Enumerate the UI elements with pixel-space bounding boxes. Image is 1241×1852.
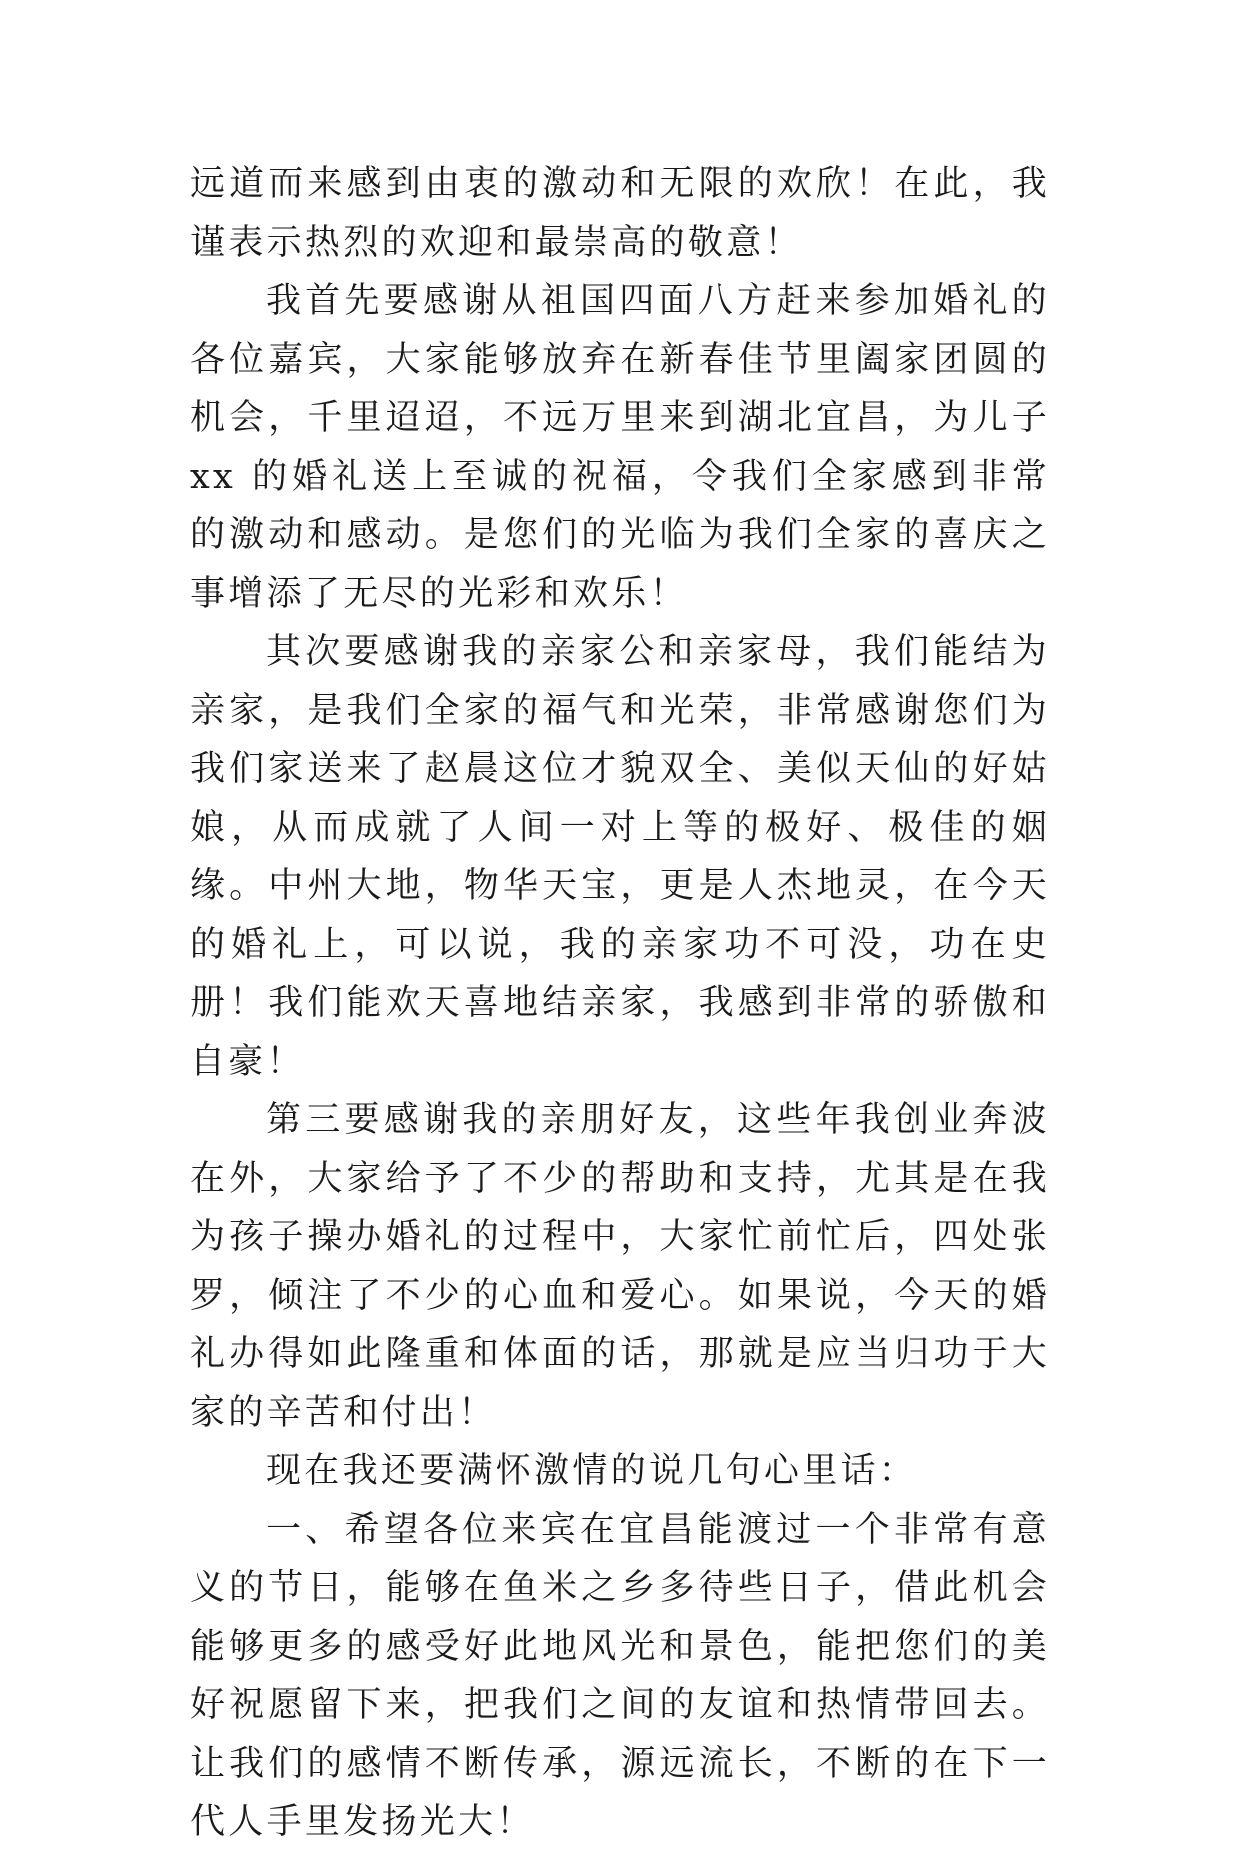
paragraph-thanks-guests: 我首先要感谢从祖国四面八方赶来参加婚礼的各位嘉宾，大家能够放弃在新春佳节里阖家团圆的机会，千里迢迢，不远万里来到湖北宜昌，为儿子 xx 的婚礼送上至诚的祝福，令我们全家感到非常的激动和感动。是您们的光临为我们全家的喜庆之事增添了无尽的光彩和欢乐！ bbox=[190, 281, 1050, 614]
document-body bbox=[190, 155, 1050, 1852]
paragraph-thanks-in-laws: 其次要感谢我的亲家公和亲家母，我们能结为亲家，是我们全家的福气和光荣，非常感谢您们为我们家送来了赵晨这位才貌双全、美似天仙的好姑娘，从而成就了人间一对上等的极好、极佳的姻缘。中州大地，物华天宝，更是人杰地灵，在今天的婚礼上，可以说，我的亲家功不可没，功在史册！我们能欢天喜地结亲家，我感到非常的骄傲和自豪！ bbox=[190, 632, 1050, 1082]
paragraph-heartfelt-intro: 现在我还要满怀激情的说几句心里话： bbox=[266, 1451, 918, 1491]
paragraph-wish-one: 一、希望各位来宾在宜昌能渡过一个非常有意义的节日，能够在鱼米之乡多待些日子，借此机会能够更多的感受好此地风光和景色，能把您们的美好祝愿留下来，把我们之间的友谊和热情带回去。让我们的感情不断传承，源远流长，不断的在下一代人手里发扬光大！ bbox=[190, 1509, 1050, 1842]
paragraph-thanks-friends: 第三要感谢我的亲朋好友，这些年我创业奔波在外，大家给予了不少的帮助和支持，尤其是在我为孩子操办婚礼的过程中，大家忙前忙后，四处张罗，倾注了不少的心血和爱心。如果说，今天的婚礼办得如此隆重和体面的话，那就是应当归功于大家的辛苦和付出！ bbox=[190, 1100, 1050, 1433]
paragraph-continued: 远道而来感到由衷的激动和无限的欢欣！在此，我谨表示热烈的欢迎和最崇高的敬意！ bbox=[190, 164, 1050, 263]
